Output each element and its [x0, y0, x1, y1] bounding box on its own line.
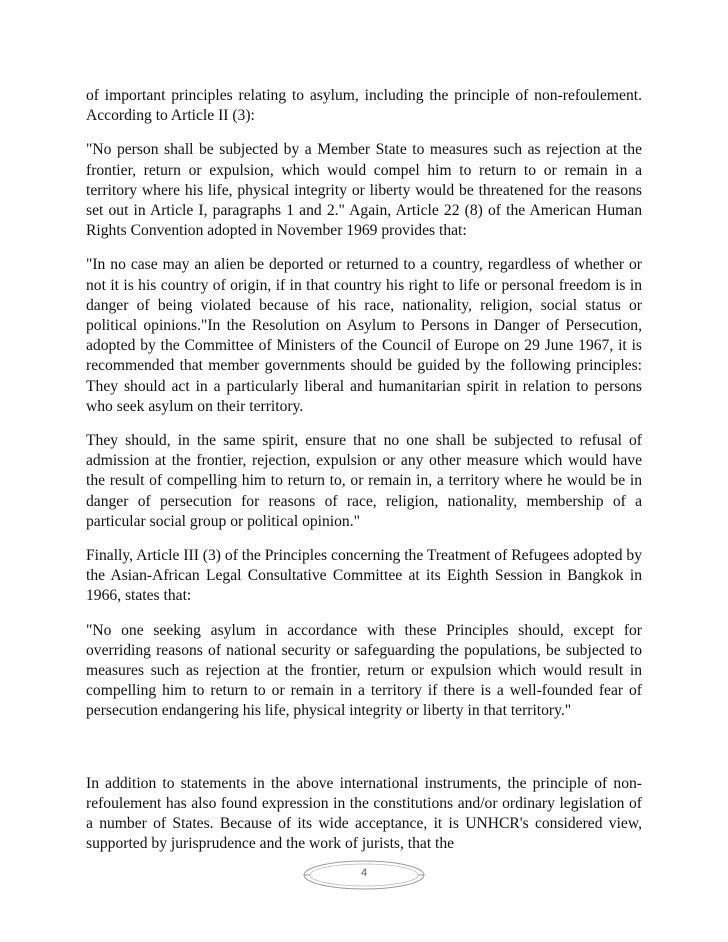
page-number: 4: [360, 867, 368, 879]
paragraph-article-ii-quote: "No person shall be subjected by a Member State to measures such as rejection at the frontier, return or expulsion, which would compel him to return to or remain in a territory where his life, physical integrity or liberty would be threatened for the reasons set out in Article I, paragraphs 1 and 2." Again, Article 22 (8) of the American Human Rights Convention adopted in November 1969 provides that:: [86, 141, 642, 240]
paragraph-asylum-principles-intro: of important principles relating to asylum, including the principle of non-refoulement. According to Article II (3):: [86, 87, 642, 125]
page-footer: [300, 858, 428, 892]
paragraph-asian-african-intro: Finally, Article III (3) of the Principles concerning the Treatment of Refugees adopted by the Asian-African Legal Consultative Committee at its Eighth Session in Bangkok in 1966, states that:: [86, 547, 642, 605]
paragraph-spacer: [86, 736, 642, 774]
paragraph-council-of-europe-principles: They should, in the same spirit, ensure that no one shall be subjected to refusal of admission at the frontier, rejection, expulsion or any other measure which would have the result of compelling him to return to, or remain in, a territory where he would be in danger of persecution for reasons of race, religion, nationality, membership of a particular social group or political opinion.": [86, 432, 642, 530]
document-body: [86, 86, 642, 869]
paragraph-bangkok-principles-quote: "No one seeking asylum in accordance with these Principles should, except for overriding reasons of national security or safeguarding the populations, be subjected to measures such as rejection at the frontier, return or expulsion which would result in compelling him to return to or remain in a territory if there is a well-founded fear of persecution endangering his life, physical integrity or liberty in that territory.": [86, 621, 642, 720]
paragraph-american-convention-quote: "In no case may an alien be deported or returned to a country, regardless of whether or not it is his country of origin, if in that country his right to life or personal freedom is in danger of being violated because of his race, nationality, religion, social status or political opinions."In the Resolution on Asylum to Persons in Danger of Persecution, adopted by the Committee of Ministers of the Council of Europe on 29 June 1967, it is recommended that member governments should be guided by the following principles: They should act in a particularly liberal and humanitarian spirit in relation to persons who seek asylum on their territory.: [86, 256, 642, 415]
paragraph-national-legislation: In addition to statements in the above international instruments, the principle of non-refoulement has also found expression in the constitutions and/or ordinary legislation of a number of States. Because of its wide acceptance, it is UNHCR's considered view, supported by jurisprudence and the work of jurists, that the: [86, 774, 642, 853]
